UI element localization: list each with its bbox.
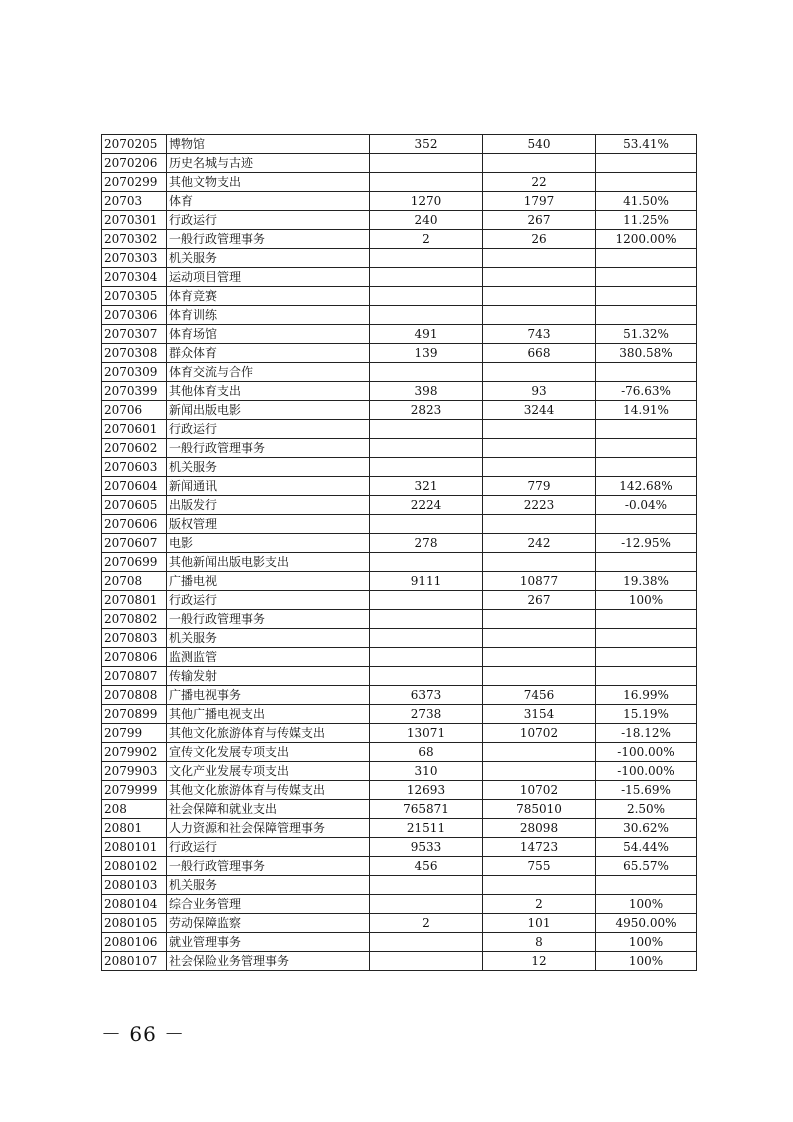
table-row — [102, 154, 697, 173]
row-name-cell: 行政运行 — [167, 420, 370, 439]
table-row — [102, 287, 697, 306]
table-row — [102, 781, 697, 800]
row-value-prev-cell — [370, 173, 483, 192]
row-name-cell: 电影 — [167, 534, 370, 553]
row-name-cell: 出版发行 — [167, 496, 370, 515]
row-name-cell: 社会保障和就业支出 — [167, 800, 370, 819]
table-row — [102, 363, 697, 382]
row-change-pct-cell: -18.12% — [596, 724, 697, 743]
row-change-pct-cell: 100% — [596, 895, 697, 914]
row-change-pct-cell: 142.68% — [596, 477, 697, 496]
row-code-cell: 2080105 — [102, 914, 167, 933]
row-value-curr-cell — [483, 249, 596, 268]
row-change-pct-cell — [596, 458, 697, 477]
row-code-cell: 2070307 — [102, 325, 167, 344]
row-name-cell: 其他广播电视支出 — [167, 705, 370, 724]
row-change-pct-cell: 15.19% — [596, 705, 697, 724]
row-code-cell: 2070802 — [102, 610, 167, 629]
row-value-curr-cell — [483, 515, 596, 534]
row-value-prev-cell: 68 — [370, 743, 483, 762]
row-code-cell: 2070301 — [102, 211, 167, 230]
row-value-prev-cell: 12693 — [370, 781, 483, 800]
row-name-cell: 文化产业发展专项支出 — [167, 762, 370, 781]
page-number: － 66 － — [101, 1022, 186, 1046]
table-body — [102, 135, 697, 971]
row-value-prev-cell — [370, 591, 483, 610]
row-change-pct-cell: 1200.00% — [596, 230, 697, 249]
row-name-cell: 群众体育 — [167, 344, 370, 363]
row-name-cell: 版权管理 — [167, 515, 370, 534]
row-name-cell: 其他体育支出 — [167, 382, 370, 401]
row-name-cell: 一般行政管理事务 — [167, 610, 370, 629]
table-row — [102, 686, 697, 705]
row-change-pct-cell — [596, 154, 697, 173]
row-value-prev-cell — [370, 648, 483, 667]
row-code-cell: 2070602 — [102, 439, 167, 458]
table-row — [102, 230, 697, 249]
row-value-curr-cell: 3244 — [483, 401, 596, 420]
row-value-prev-cell: 2 — [370, 230, 483, 249]
row-change-pct-cell — [596, 648, 697, 667]
table-row — [102, 382, 697, 401]
row-code-cell: 2070303 — [102, 249, 167, 268]
row-value-prev-cell — [370, 515, 483, 534]
table-row — [102, 477, 697, 496]
row-change-pct-cell: 2.50% — [596, 800, 697, 819]
row-code-cell: 20706 — [102, 401, 167, 420]
table-row — [102, 800, 697, 819]
row-value-curr-cell: 14723 — [483, 838, 596, 857]
row-name-cell: 其他文化旅游体育与传媒支出 — [167, 724, 370, 743]
row-code-cell: 2070206 — [102, 154, 167, 173]
row-value-prev-cell: 240 — [370, 211, 483, 230]
row-value-curr-cell: 7456 — [483, 686, 596, 705]
row-code-cell: 2070607 — [102, 534, 167, 553]
row-value-curr-cell — [483, 363, 596, 382]
row-value-curr-cell: 93 — [483, 382, 596, 401]
row-value-prev-cell: 139 — [370, 344, 483, 363]
row-code-cell: 2070302 — [102, 230, 167, 249]
row-value-curr-cell: 22 — [483, 173, 596, 192]
table-row — [102, 667, 697, 686]
row-value-curr-cell — [483, 648, 596, 667]
row-code-cell: 2070299 — [102, 173, 167, 192]
row-change-pct-cell: 53.41% — [596, 135, 697, 154]
table-row — [102, 344, 697, 363]
row-value-curr-cell — [483, 743, 596, 762]
row-value-curr-cell: 10877 — [483, 572, 596, 591]
row-value-curr-cell: 743 — [483, 325, 596, 344]
row-value-prev-cell — [370, 420, 483, 439]
row-value-curr-cell: 2223 — [483, 496, 596, 515]
table-row — [102, 249, 697, 268]
row-change-pct-cell — [596, 249, 697, 268]
table-row — [102, 895, 697, 914]
row-name-cell: 广播电视事务 — [167, 686, 370, 705]
row-name-cell: 综合业务管理 — [167, 895, 370, 914]
row-change-pct-cell — [596, 173, 697, 192]
row-code-cell: 2080104 — [102, 895, 167, 914]
row-code-cell: 2080107 — [102, 952, 167, 971]
row-code-cell: 20703 — [102, 192, 167, 211]
budget-table — [101, 134, 697, 971]
row-value-prev-cell: 6373 — [370, 686, 483, 705]
row-value-prev-cell — [370, 876, 483, 895]
row-change-pct-cell: 100% — [596, 591, 697, 610]
row-change-pct-cell: -0.04% — [596, 496, 697, 515]
row-code-cell: 2070606 — [102, 515, 167, 534]
row-change-pct-cell: 41.50% — [596, 192, 697, 211]
row-value-curr-cell: 2 — [483, 895, 596, 914]
row-change-pct-cell — [596, 876, 697, 895]
row-code-cell: 2070806 — [102, 648, 167, 667]
row-value-prev-cell — [370, 895, 483, 914]
row-code-cell: 2070306 — [102, 306, 167, 325]
row-code-cell: 2070603 — [102, 458, 167, 477]
row-value-prev-cell: 765871 — [370, 800, 483, 819]
table-row — [102, 705, 697, 724]
row-code-cell: 20799 — [102, 724, 167, 743]
table-row — [102, 914, 697, 933]
row-code-cell: 20708 — [102, 572, 167, 591]
row-value-curr-cell: 540 — [483, 135, 596, 154]
row-change-pct-cell — [596, 420, 697, 439]
row-name-cell: 体育场馆 — [167, 325, 370, 344]
row-code-cell: 2070304 — [102, 268, 167, 287]
row-code-cell: 2070399 — [102, 382, 167, 401]
row-value-curr-cell: 755 — [483, 857, 596, 876]
row-change-pct-cell — [596, 306, 697, 325]
row-value-curr-cell — [483, 306, 596, 325]
row-change-pct-cell: 100% — [596, 933, 697, 952]
table-row — [102, 648, 697, 667]
row-change-pct-cell — [596, 363, 697, 382]
row-code-cell: 2070601 — [102, 420, 167, 439]
row-code-cell: 2070803 — [102, 629, 167, 648]
row-name-cell: 新闻出版电影 — [167, 401, 370, 420]
row-value-prev-cell — [370, 458, 483, 477]
table-row — [102, 838, 697, 857]
table-row — [102, 306, 697, 325]
row-change-pct-cell: 11.25% — [596, 211, 697, 230]
table-row — [102, 534, 697, 553]
table-row — [102, 325, 697, 344]
row-code-cell: 2070308 — [102, 344, 167, 363]
row-change-pct-cell — [596, 553, 697, 572]
row-value-prev-cell — [370, 667, 483, 686]
row-code-cell: 2070699 — [102, 553, 167, 572]
row-code-cell: 2080102 — [102, 857, 167, 876]
row-name-cell: 博物馆 — [167, 135, 370, 154]
row-code-cell: 2070205 — [102, 135, 167, 154]
row-value-curr-cell — [483, 439, 596, 458]
row-code-cell: 2070807 — [102, 667, 167, 686]
row-name-cell: 广播电视 — [167, 572, 370, 591]
row-name-cell: 其他新闻出版电影支出 — [167, 553, 370, 572]
row-name-cell: 行政运行 — [167, 838, 370, 857]
row-name-cell: 监测监管 — [167, 648, 370, 667]
table-row — [102, 610, 697, 629]
row-value-prev-cell — [370, 610, 483, 629]
row-code-cell: 2080106 — [102, 933, 167, 952]
row-value-curr-cell — [483, 876, 596, 895]
row-change-pct-cell — [596, 610, 697, 629]
row-change-pct-cell: -15.69% — [596, 781, 697, 800]
table-row — [102, 496, 697, 515]
row-value-prev-cell — [370, 439, 483, 458]
row-name-cell: 行政运行 — [167, 211, 370, 230]
row-value-curr-cell: 1797 — [483, 192, 596, 211]
row-code-cell: 2079902 — [102, 743, 167, 762]
table-row — [102, 211, 697, 230]
row-value-curr-cell: 26 — [483, 230, 596, 249]
row-change-pct-cell: -100.00% — [596, 743, 697, 762]
row-name-cell: 劳动保障监察 — [167, 914, 370, 933]
row-change-pct-cell: 30.62% — [596, 819, 697, 838]
row-name-cell: 机关服务 — [167, 249, 370, 268]
row-value-curr-cell — [483, 420, 596, 439]
table-row — [102, 192, 697, 211]
table-row — [102, 591, 697, 610]
table-row — [102, 553, 697, 572]
row-name-cell: 其他文物支出 — [167, 173, 370, 192]
row-name-cell: 运动项目管理 — [167, 268, 370, 287]
row-value-curr-cell — [483, 287, 596, 306]
row-value-curr-cell: 28098 — [483, 819, 596, 838]
row-value-prev-cell — [370, 952, 483, 971]
row-change-pct-cell: -12.95% — [596, 534, 697, 553]
row-change-pct-cell — [596, 629, 697, 648]
row-change-pct-cell — [596, 268, 697, 287]
row-value-curr-cell: 779 — [483, 477, 596, 496]
row-value-curr-cell: 267 — [483, 211, 596, 230]
table-row — [102, 724, 697, 743]
row-name-cell: 体育 — [167, 192, 370, 211]
row-value-prev-cell — [370, 154, 483, 173]
row-value-prev-cell: 13071 — [370, 724, 483, 743]
row-value-prev-cell: 1270 — [370, 192, 483, 211]
row-code-cell: 2070605 — [102, 496, 167, 515]
row-name-cell: 社会保险业务管理事务 — [167, 952, 370, 971]
row-change-pct-cell — [596, 667, 697, 686]
row-value-prev-cell — [370, 249, 483, 268]
row-code-cell: 2070305 — [102, 287, 167, 306]
row-change-pct-cell — [596, 439, 697, 458]
row-change-pct-cell: -76.63% — [596, 382, 697, 401]
row-value-prev-cell: 491 — [370, 325, 483, 344]
row-value-prev-cell — [370, 629, 483, 648]
row-code-cell: 2079999 — [102, 781, 167, 800]
row-name-cell: 机关服务 — [167, 876, 370, 895]
row-name-cell: 新闻通讯 — [167, 477, 370, 496]
row-name-cell: 机关服务 — [167, 458, 370, 477]
row-value-prev-cell: 21511 — [370, 819, 483, 838]
row-value-curr-cell — [483, 553, 596, 572]
row-name-cell: 一般行政管理事务 — [167, 230, 370, 249]
row-value-curr-cell — [483, 762, 596, 781]
row-code-cell: 20801 — [102, 819, 167, 838]
row-value-prev-cell: 2823 — [370, 401, 483, 420]
row-code-cell: 2070899 — [102, 705, 167, 724]
row-name-cell: 传输发射 — [167, 667, 370, 686]
row-change-pct-cell: 4950.00% — [596, 914, 697, 933]
table-row — [102, 876, 697, 895]
row-name-cell: 机关服务 — [167, 629, 370, 648]
table-row — [102, 135, 697, 154]
table-row — [102, 420, 697, 439]
table-row — [102, 572, 697, 591]
table-row — [102, 268, 697, 287]
row-code-cell: 208 — [102, 800, 167, 819]
row-value-curr-cell — [483, 268, 596, 287]
row-value-prev-cell: 9533 — [370, 838, 483, 857]
row-name-cell: 其他文化旅游体育与传媒支出 — [167, 781, 370, 800]
row-value-prev-cell — [370, 363, 483, 382]
row-change-pct-cell: 65.57% — [596, 857, 697, 876]
row-value-curr-cell: 8 — [483, 933, 596, 952]
table-row — [102, 933, 697, 952]
row-value-curr-cell — [483, 667, 596, 686]
row-value-curr-cell: 12 — [483, 952, 596, 971]
row-value-prev-cell: 278 — [370, 534, 483, 553]
row-code-cell: 2070801 — [102, 591, 167, 610]
row-change-pct-cell: 54.44% — [596, 838, 697, 857]
row-value-curr-cell: 242 — [483, 534, 596, 553]
row-name-cell: 体育训练 — [167, 306, 370, 325]
table-row — [102, 458, 697, 477]
row-name-cell: 一般行政管理事务 — [167, 439, 370, 458]
row-code-cell: 2070309 — [102, 363, 167, 382]
row-value-curr-cell — [483, 154, 596, 173]
row-change-pct-cell: 19.38% — [596, 572, 697, 591]
row-change-pct-cell — [596, 515, 697, 534]
row-value-prev-cell: 2224 — [370, 496, 483, 515]
row-value-prev-cell: 352 — [370, 135, 483, 154]
row-value-prev-cell: 321 — [370, 477, 483, 496]
table-row — [102, 857, 697, 876]
row-value-prev-cell — [370, 268, 483, 287]
row-value-prev-cell — [370, 287, 483, 306]
row-value-curr-cell — [483, 610, 596, 629]
row-value-curr-cell: 267 — [483, 591, 596, 610]
row-value-curr-cell: 10702 — [483, 781, 596, 800]
row-value-prev-cell: 9111 — [370, 572, 483, 591]
row-value-curr-cell — [483, 629, 596, 648]
row-change-pct-cell: 380.58% — [596, 344, 697, 363]
row-name-cell: 行政运行 — [167, 591, 370, 610]
row-code-cell: 2079903 — [102, 762, 167, 781]
row-value-prev-cell: 2 — [370, 914, 483, 933]
row-value-prev-cell — [370, 553, 483, 572]
row-name-cell: 体育交流与合作 — [167, 363, 370, 382]
row-value-curr-cell: 785010 — [483, 800, 596, 819]
row-value-prev-cell: 310 — [370, 762, 483, 781]
row-code-cell: 2080101 — [102, 838, 167, 857]
table-row — [102, 819, 697, 838]
row-name-cell: 历史名城与古迹 — [167, 154, 370, 173]
table-row — [102, 515, 697, 534]
row-name-cell: 宣传文化发展专项支出 — [167, 743, 370, 762]
row-change-pct-cell: 16.99% — [596, 686, 697, 705]
table-row — [102, 173, 697, 192]
row-name-cell: 体育竞赛 — [167, 287, 370, 306]
table-row — [102, 439, 697, 458]
row-change-pct-cell: 14.91% — [596, 401, 697, 420]
row-name-cell: 一般行政管理事务 — [167, 857, 370, 876]
table-row — [102, 629, 697, 648]
row-value-curr-cell: 668 — [483, 344, 596, 363]
table-row — [102, 743, 697, 762]
row-value-curr-cell — [483, 458, 596, 477]
row-name-cell: 就业管理事务 — [167, 933, 370, 952]
row-code-cell: 2070604 — [102, 477, 167, 496]
row-value-curr-cell: 101 — [483, 914, 596, 933]
row-value-prev-cell: 398 — [370, 382, 483, 401]
row-value-prev-cell — [370, 306, 483, 325]
table-row — [102, 401, 697, 420]
row-value-curr-cell: 10702 — [483, 724, 596, 743]
row-change-pct-cell: -100.00% — [596, 762, 697, 781]
table-row — [102, 762, 697, 781]
row-value-prev-cell: 2738 — [370, 705, 483, 724]
row-change-pct-cell — [596, 287, 697, 306]
row-code-cell: 2070808 — [102, 686, 167, 705]
row-change-pct-cell: 51.32% — [596, 325, 697, 344]
row-value-curr-cell: 3154 — [483, 705, 596, 724]
table-row — [102, 952, 697, 971]
row-value-prev-cell: 456 — [370, 857, 483, 876]
row-change-pct-cell: 100% — [596, 952, 697, 971]
row-name-cell: 人力资源和社会保障管理事务 — [167, 819, 370, 838]
row-code-cell: 2080103 — [102, 876, 167, 895]
row-value-prev-cell — [370, 933, 483, 952]
